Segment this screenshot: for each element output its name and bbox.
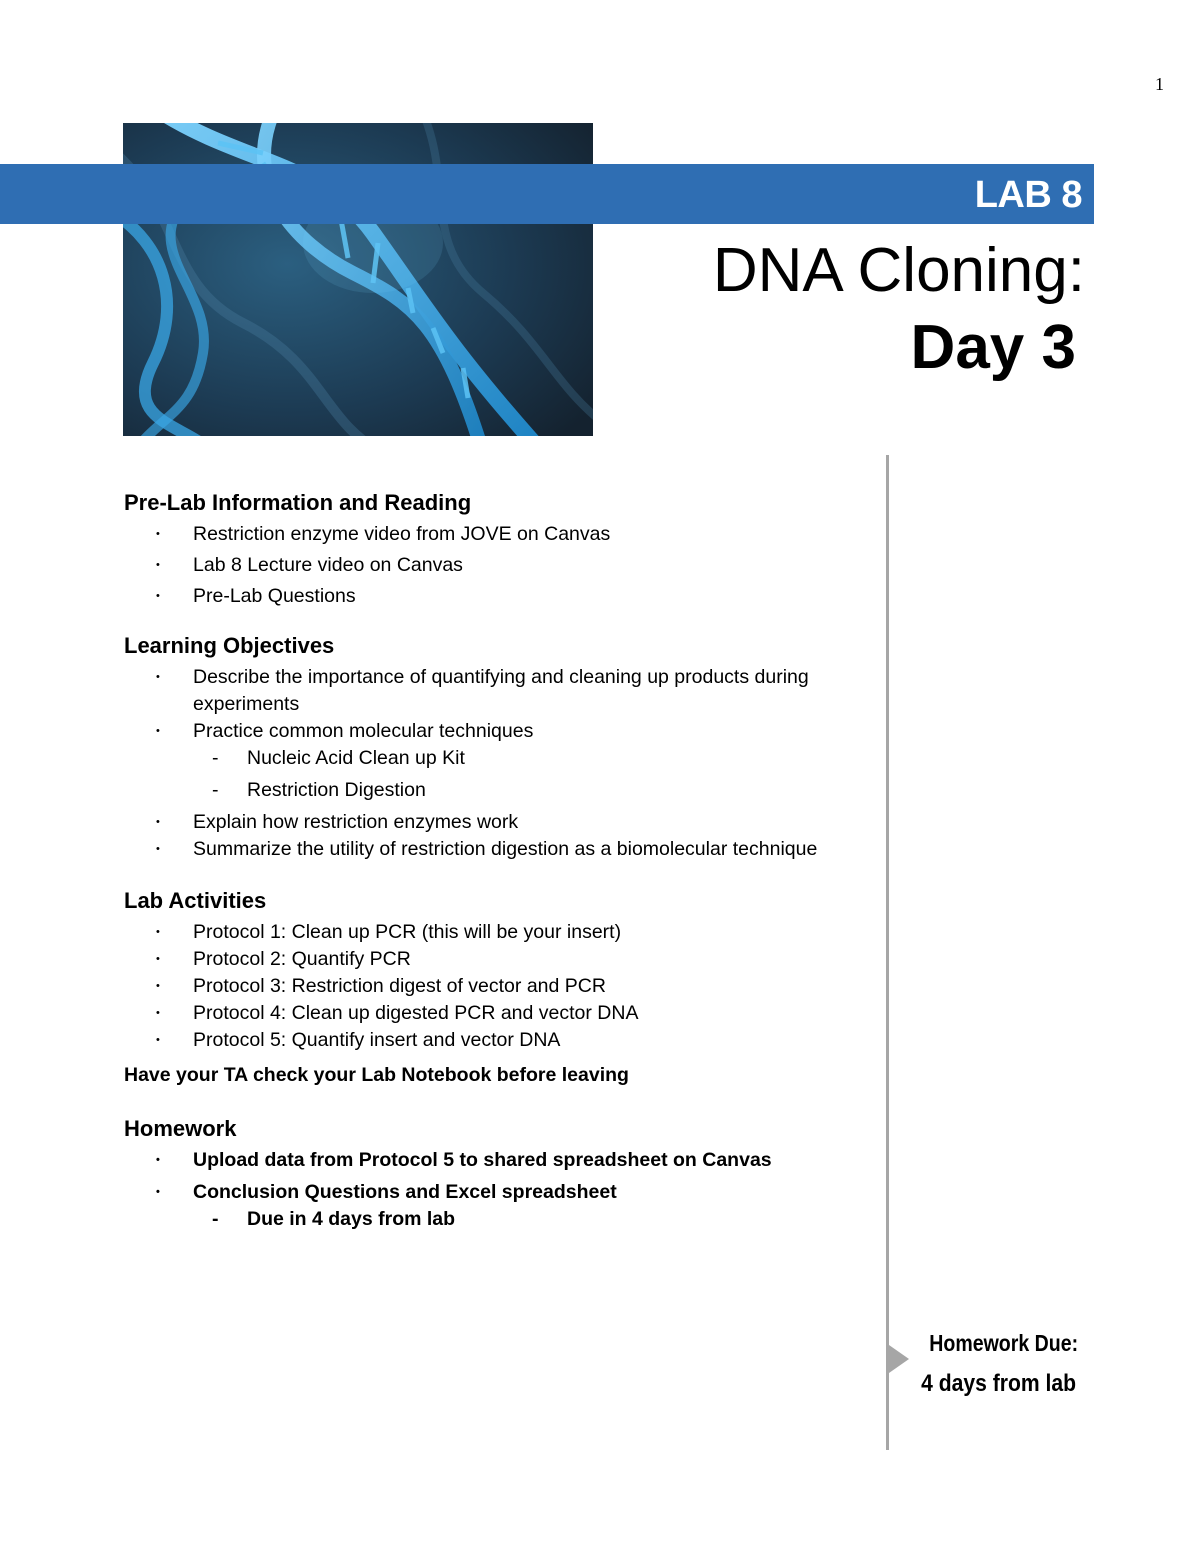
objectives-heading: Learning Objectives [124,633,335,658]
prelab-list [124,521,884,610]
list-item: • Restriction enzyme video from JOVE on Canvas [124,521,884,548]
homework-due-value: 4 days from lab [921,1370,1076,1397]
list-item [124,1179,884,1233]
list-item [124,718,884,804]
sidebar-divider [886,455,889,1450]
list-item: • Explain how restriction enzymes work [124,809,884,836]
list-item-text: Conclusion Questions and Excel spreadsheet [193,1181,617,1203]
document-subtitle: Day 3 [910,313,1076,382]
list-item: • Protocol 3: Restriction digest of vector and PCR [124,973,884,1000]
prelab-heading: Pre-Lab Information and Reading [124,490,472,515]
list-item: • Protocol 5: Quantify insert and vector DNA [124,1027,884,1054]
notebook-check-note: Have your TA check your Lab Notebook before leaving [124,1064,629,1086]
homework-sublist [193,1206,884,1233]
document-title: DNA Cloning: [712,236,1085,305]
list-item: • Summarize the utility of restriction digestion as a biomolecular technique [124,836,884,863]
sublist-item: - Due in 4 days from lab [193,1206,884,1233]
activities-heading: Lab Activities [124,888,267,913]
list-item: • Upload data from Protocol 5 to shared spreadsheet on Canvas [124,1147,884,1174]
arrow-icon [889,1345,909,1373]
list-item-text: Practice common molecular techniques [193,720,534,742]
list-item: • Pre-Lab Questions [124,583,884,610]
lab-number-label: LAB 8 [974,174,1082,216]
page-number: 1 [1155,74,1164,94]
sublist-item: - Restriction Digestion [193,777,884,804]
homework-list [124,1147,884,1233]
objectives-list [124,664,884,863]
homework-due-label: Homework Due: [929,1330,1078,1356]
list-item: • Protocol 2: Quantify PCR [124,946,884,973]
main-content [124,489,884,1233]
techniques-sublist [193,745,884,804]
activities-list [124,919,884,1054]
list-item: • Protocol 1: Clean up PCR (this will be your insert) [124,919,884,946]
list-item: • Protocol 4: Clean up digested PCR and vector DNA [124,1000,884,1027]
list-item: • Lab 8 Lecture video on Canvas [124,552,884,579]
sublist-item: - Nucleic Acid Clean up Kit [193,745,884,772]
homework-heading: Homework [124,1116,237,1141]
list-item: • Describe the importance of quantifying and cleaning up products during experiments [124,664,884,718]
title-banner [0,164,1094,224]
